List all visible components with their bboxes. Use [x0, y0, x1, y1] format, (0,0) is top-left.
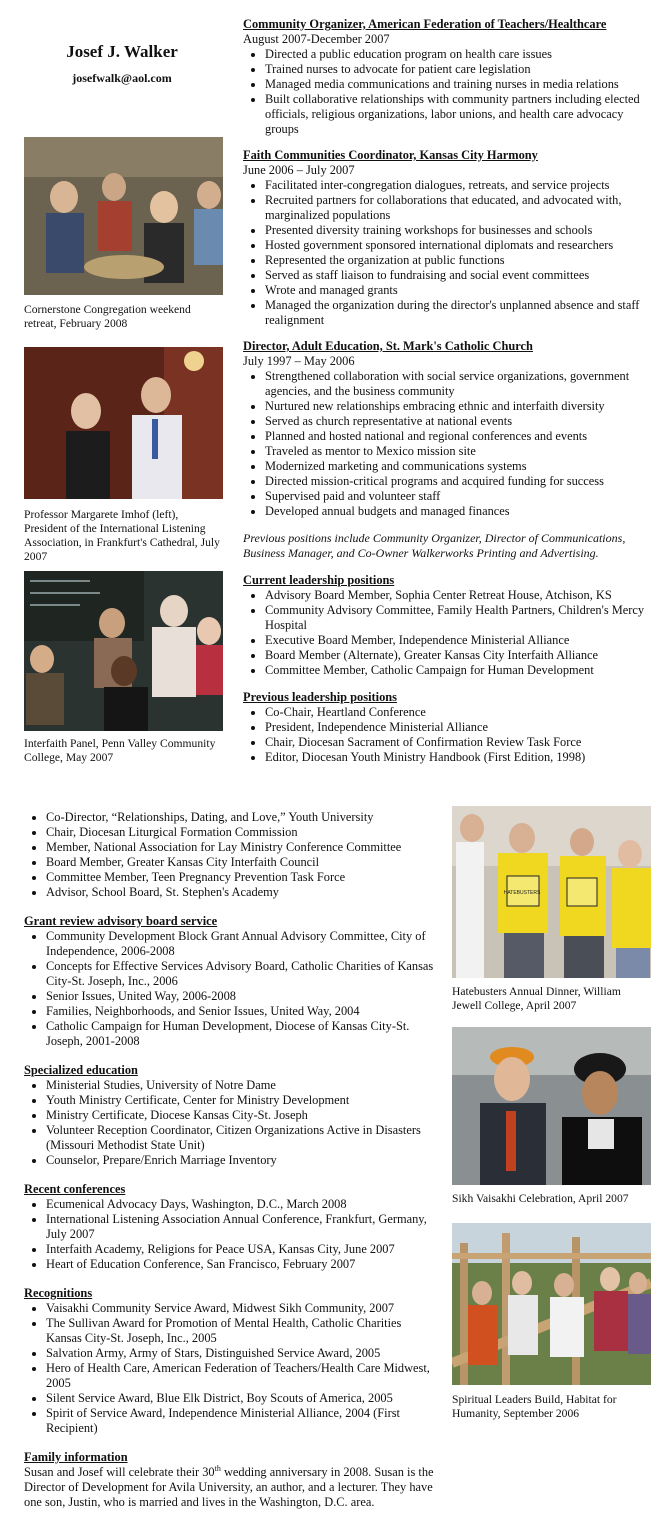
section-heading: Previous leadership positions — [243, 690, 397, 704]
list-item: • Co-Director, “Relationships, Dating, and Love,” Youth University — [46, 810, 436, 825]
list-item: • Modernized marketing and communications systems — [265, 459, 653, 474]
list-item: • Served as church representative at national events — [265, 414, 653, 429]
continued-section — [24, 810, 436, 1510]
list-item: • Trained nurses to advocate for patient care legislation — [265, 62, 653, 77]
job-1 — [243, 17, 653, 137]
email-address[interactable]: josefwalk@aol.com — [72, 71, 172, 85]
list-item: • Recruited partners for collaborations that educated, and advocated with, marginalized populations — [265, 193, 653, 223]
list-item: • Counselor, Prepare/Enrich Marriage Inventory — [46, 1153, 436, 1168]
list-item: • Managed media communications and training nurses in media relations — [265, 77, 653, 92]
section-heading: Specialized education — [24, 1063, 138, 1077]
list-item: • Executive Board Member, Independence Ministerial Alliance — [265, 633, 653, 648]
list-item: • Committee Member, Teen Pregnancy Prevention Task Force — [46, 870, 436, 885]
list-item: • Co-Chair, Heartland Conference — [265, 705, 653, 720]
list-item: • Senior Issues, United Way, 2006-2008 — [46, 989, 436, 1004]
list-item: • Hero of Health Care, American Federation of Teachers/Health Care Midwest, 2005 — [46, 1361, 436, 1391]
list-item: • Presented diversity training workshops for businesses and schools — [265, 223, 653, 238]
list-item: • Ministerial Studies, University of Notre Dame — [46, 1078, 436, 1093]
caption-cathedral: Professor Margarete Imhof (left), President of the International Listening Association, in Frankfurt's Cathedral, July 2007 — [24, 508, 220, 563]
list-item: • Supervised paid and volunteer staff — [265, 489, 653, 504]
list-item: • Board Member, Greater Kansas City Interfaith Council — [46, 855, 436, 870]
list-item: • Managed the organization during the director's unplanned absence and staff realignment — [265, 298, 653, 328]
grant-review — [24, 914, 436, 1049]
list-item: • Catholic Campaign for Human Development, Diocese of Kansas City-St. Joseph, 2001-2008 — [46, 1019, 436, 1049]
recent-conferences — [24, 1182, 436, 1272]
specialized-education — [24, 1063, 436, 1168]
current-leadership — [243, 573, 653, 678]
job-dates: August 2007-December 2007 — [243, 32, 390, 46]
section-heading: Current leadership positions — [243, 573, 395, 587]
list-item: • Editor, Diocesan Youth Ministry Handbook (First Edition, 1998) — [265, 750, 653, 765]
job-title: Faith Communities Coordinator, Kansas City Harmony — [243, 148, 538, 162]
list-item: • Chair, Diocesan Liturgical Formation Commission — [46, 825, 436, 840]
list-item: • Represented the organization at public functions — [265, 253, 653, 268]
photo-vaisakhi — [452, 1027, 651, 1185]
job-duties — [243, 47, 653, 137]
list-item: • Board Member (Alternate), Greater Kansas City Interfaith Alliance — [265, 648, 653, 663]
section-heading: Recent conferences — [24, 1182, 126, 1196]
photo-habitat-build — [452, 1223, 651, 1385]
resume-name: Josef J. Walker — [66, 42, 178, 61]
photo-retreat — [24, 137, 223, 295]
list-item: • Families, Neighborhoods, and Senior Issues, United Way, 2004 — [46, 1004, 436, 1019]
list-item: • Wrote and managed grants — [265, 283, 653, 298]
list-item: • International Listening Association Annual Conference, Frankfurt, Germany, July 2007 — [46, 1212, 436, 1242]
list-item: • Nurtured new relationships embracing ethnic and interfaith diversity — [265, 399, 653, 414]
list-item: • Hosted government sponsored international diplomats and researchers — [265, 238, 653, 253]
list-item: • Directed a public education program on health care issues — [265, 47, 653, 62]
job-2 — [243, 148, 653, 328]
photo-hatebusters — [452, 806, 651, 978]
list-item: • Served as staff liaison to fundraising and social event committees — [265, 268, 653, 283]
family-text: Susan and Josef will celebrate their 30th wedding anniversary in 2008. Susan is the Director of Development for Avila University, an author, and a lecturer. They have one son, Justin, who is married and lives in the Washington, D.C. area. — [24, 1463, 434, 1509]
list-item: • Member, National Association for Lay Ministry Conference Committee — [46, 840, 436, 855]
caption-retreat: Cornerstone Congregation weekend retreat, February 2008 — [24, 303, 191, 330]
job-title: Director, Adult Education, St. Mark's Catholic Church — [243, 339, 533, 353]
list-item: • Committee Member, Catholic Campaign for Human Development — [265, 663, 653, 678]
job-duties — [243, 178, 653, 328]
list-item: • Volunteer Reception Coordinator, Citizen Organizations Active in Disasters (Missouri Methodist State Unit) — [46, 1123, 436, 1153]
list-item: • Developed annual budgets and managed finances — [265, 504, 653, 519]
caption-interfaith-panel: Interfaith Panel, Penn Valley Community College, May 2007 — [24, 737, 216, 764]
list-item: • Youth Ministry Certificate, Center for Ministry Development — [46, 1093, 436, 1108]
list-item: • Chair, Diocesan Sacrament of Confirmation Review Task Force — [265, 735, 653, 750]
section-heading: Recognitions — [24, 1286, 93, 1300]
list-item: • Vaisakhi Community Service Award, Midwest Sikh Community, 2007 — [46, 1301, 436, 1316]
list-item: • Strengthened collaboration with social service organizations, government agencies, and the business community — [265, 369, 653, 399]
recognitions — [24, 1286, 436, 1436]
list-item: • Facilitated inter-congregation dialogues, retreats, and service projects — [265, 178, 653, 193]
list-item: • Heart of Education Conference, San Francisco, February 2007 — [46, 1257, 436, 1272]
photo-interfaith-panel — [24, 571, 223, 731]
list-item: • Ministry Certificate, Diocese Kansas City-St. Joseph — [46, 1108, 436, 1123]
caption-vaisakhi: Sikh Vaisakhi Celebration, April 2007 — [452, 1192, 629, 1205]
svg-text:HATEBUSTERS: HATEBUSTERS — [503, 890, 541, 896]
list-item: • Advisory Board Member, Sophia Center Retreat House, Atchison, KS — [265, 588, 653, 603]
list-item: • Concepts for Effective Services Advisory Board, Catholic Charities of Kansas City-St. Joseph, Inc., 2006 — [46, 959, 436, 989]
job-title: Community Organizer, American Federation of Teachers/Healthcare — [243, 17, 607, 31]
list-item: • Advisor, School Board, St. Stephen's Academy — [46, 885, 436, 900]
caption-hatebusters: Hatebusters Annual Dinner, William Jewell College, April 2007 — [452, 985, 621, 1012]
list-item: • Directed mission-critical programs and acquired funding for success — [265, 474, 653, 489]
list-item: • Traveled as mentor to Mexico mission site — [265, 444, 653, 459]
list-item: • Built collaborative relationships with community partners including elected officials, religious organizations, labor unions, and health care advocacy groups — [265, 92, 653, 137]
list-item: • Salvation Army, Army of Stars, Distinguished Service Award, 2005 — [46, 1346, 436, 1361]
section-heading: Family information — [24, 1450, 128, 1464]
family-information — [24, 1450, 436, 1510]
experience-section — [243, 17, 653, 765]
list-item: • Community Development Block Grant Annual Advisory Committee, City of Independence, 2006-2008 — [46, 929, 436, 959]
previous-positions-note: Previous positions include Community Organizer, Director of Communications, Business Manager, and Co-Owner Walkerworks Printing and Advertising. — [243, 531, 626, 560]
previous-leadership — [243, 690, 653, 765]
job-duties — [243, 369, 653, 519]
previous-leadership-continued — [24, 810, 436, 900]
photo-cathedral — [24, 347, 223, 499]
list-item: • Ecumenical Advocacy Days, Washington, D.C., March 2008 — [46, 1197, 436, 1212]
job-3 — [243, 339, 653, 519]
section-heading: Grant review advisory board service — [24, 914, 218, 928]
job-dates: July 1997 – May 2006 — [243, 354, 355, 368]
list-item: • Spirit of Service Award, Independence Ministerial Alliance, 2004 (First Recipient) — [46, 1406, 436, 1436]
list-item: • Interfaith Academy, Religions for Peace USA, Kansas City, June 2007 — [46, 1242, 436, 1257]
list-item: • Planned and hosted national and regional conferences and events — [265, 429, 653, 444]
list-item: • The Sullivan Award for Promotion of Mental Health, Catholic Charities Kansas City-St. Joseph, Inc., 2005 — [46, 1316, 436, 1346]
job-dates: June 2006 – July 2007 — [243, 163, 355, 177]
list-item: • Silent Service Award, Blue Elk District, Boy Scouts of America, 2005 — [46, 1391, 436, 1406]
list-item: • Community Advisory Committee, Family Health Partners, Children's Mercy Hospital — [265, 603, 653, 633]
list-item: • President, Independence Ministerial Alliance — [265, 720, 653, 735]
caption-habitat-build: Spiritual Leaders Build, Habitat for Humanity, September 2006 — [452, 1393, 617, 1420]
